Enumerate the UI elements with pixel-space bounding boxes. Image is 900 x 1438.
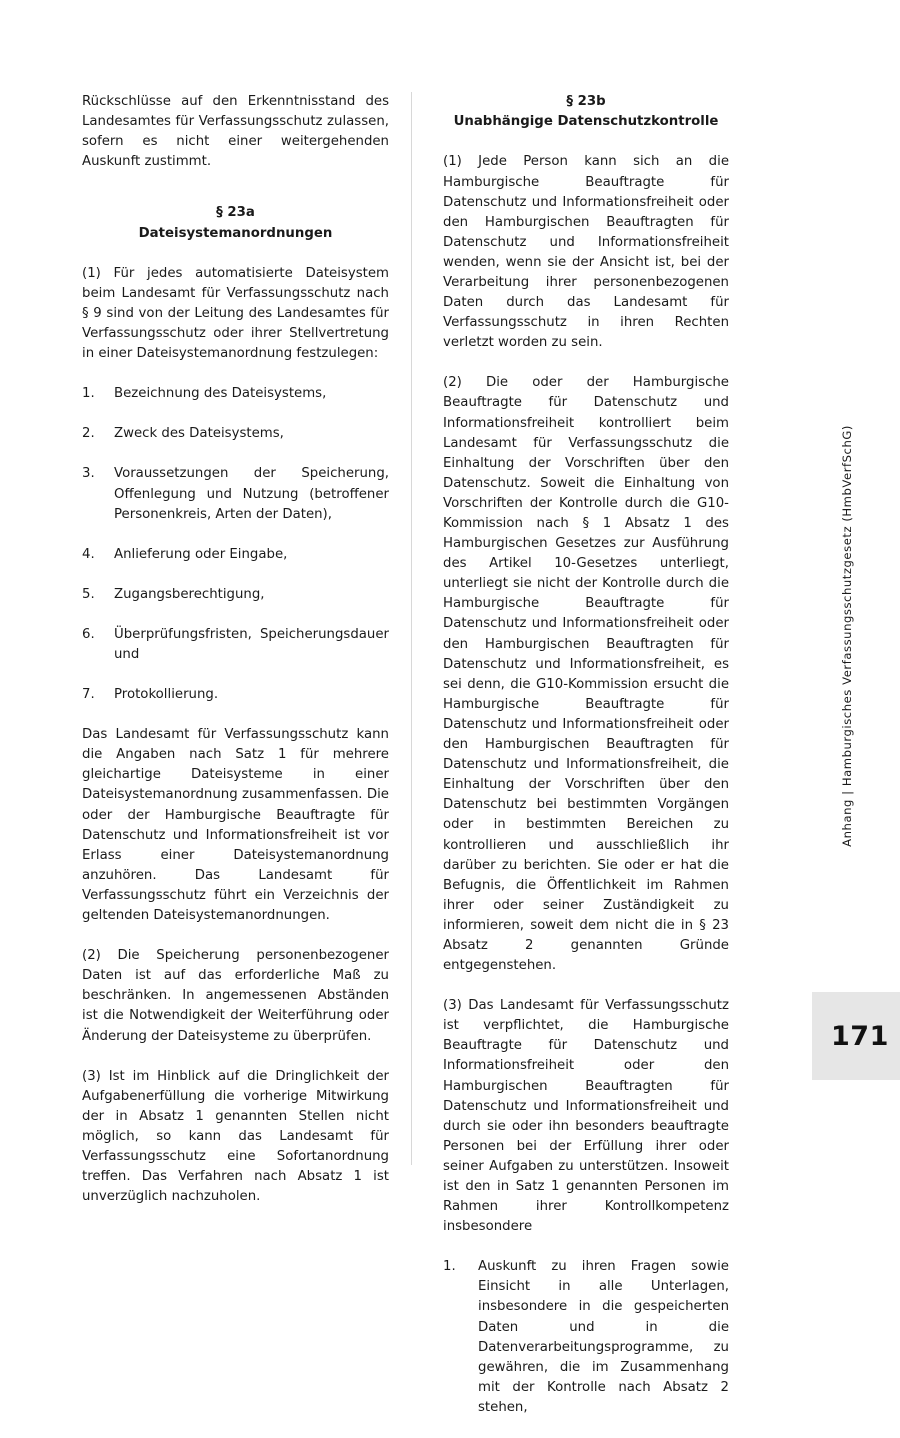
paragraph-2: (2) Die Speicherung personenbezogener Daten ist auf das erforderliche Maß zu beschränken. In angemessenen Abständen ist die Notwendigkeit der Weiterführung oder Änderung der Dateisysteme zu überprüfen. bbox=[82, 948, 389, 1044]
section-heading-23a bbox=[82, 203, 389, 243]
section-heading-23b bbox=[443, 92, 729, 132]
list-item-text: Überprüfungsfristen, Speicherungsdauer und bbox=[114, 626, 389, 662]
list-item-marker: 3. bbox=[82, 466, 95, 482]
list-item bbox=[82, 585, 389, 605]
list-item bbox=[82, 464, 389, 524]
section-title: Dateisystemanordnungen bbox=[138, 225, 333, 241]
enumeration-list-23a bbox=[82, 384, 389, 705]
list-item-marker: 1. bbox=[82, 386, 95, 402]
vertical-running-head bbox=[834, 0, 860, 1272]
list-item-text: Bezeichnung des Dateisystems, bbox=[114, 386, 327, 402]
list-item-text: Voraussetzungen der Speicherung, Offenlegung und Nutzung (betroffener Personenkreis, Arten der Daten), bbox=[114, 466, 389, 522]
list-item-marker: 2. bbox=[82, 426, 95, 442]
list-item-marker: 5. bbox=[82, 586, 95, 602]
list-item-text: Zugangsberechtigung, bbox=[114, 586, 265, 602]
running-head-text: Anhang | Hamburgisches Verfassungsschutzgesetz (HmbVerfSchG) bbox=[840, 425, 854, 847]
right-text-column bbox=[443, 92, 729, 1438]
list-item-marker: 1. bbox=[443, 1259, 456, 1275]
paragraph-2: (2) Die oder der Hamburgische Beauftragte für Datenschutz und Informationsfreiheit kontrolliert beim Landesamt für Verfassungsschutz die Einhaltung der Vorschriften über den Datenschutz. Soweit die Einhaltung von Vorschriften der Kontrolle durch die G10-Kommission nach § 1 Absatz 1 des Hamburgischen Gesetzes zur Ausführung des Artikel 10-Gesetzes unterliegt, unterliegt sie nicht der Kontrolle durch die Hamburgische Beauftragte für Datenschutz und Informationsfreiheit oder den Hamburgischen Beauftragten für Datenschutz und Informationsfreiheit, es sei denn, die G10-Kommission ersucht die Hamburgische Beauftragte für Datenschutz und Informationsfreiheit oder den Hamburgischen Beauftragten für Datenschutz und Informationsfreiheit, die Einhaltung der Vorschriften über den Datenschutz bei bestimmten Vorgängen oder in bestimmten Bereichen zu kontrollieren und ausschließlich ihr darüber zu berichten. Sie oder er hat die Befugnis, die Öffentlichkeit im Rahmen ihrer oder seiner Zuständigkeit zu informieren, soweit dem nicht die in § 23 Absatz 2 genannten Gründe entgegenstehen. bbox=[443, 375, 729, 974]
paragraph-after-list: Das Landesamt für Verfassungsschutz kann die Angaben nach Satz 1 für mehrere gleichartige Dateisysteme in einer Dateisystemanordnung zusammenfassen. Die oder der Hamburgische Beauftragte für Datenschutz und Informationsfreiheit ist vor Erlass einer Dateisystemanordnung anzuhören. Das Landesamt für Verfassungsschutz führt ein Verzeichnis der geltenden Dateisystemanordnungen. bbox=[82, 727, 389, 924]
paragraph-1: (1) Für jedes automatisierte Dateisystem beim Landesamt für Verfassungsschutz nach § 9 sind von der Leitung des Landesamtes für Verfassungsschutz oder ihrer Stellvertretung in einer Dateisystemanordnung festzulegen: bbox=[82, 265, 389, 362]
paragraph-1: (1) Jede Person kann sich an die Hamburgische Beauftragte für Datenschutz und Informationsfreiheit oder den Hamburgischen Beauftragten für Datenschutz und Informationsfreiheit wenden, wenn sie der Ansicht ist, bei der Verarbeitung ihrer personenbezogenen Daten durch das Landesamt für Verfassungsschutz in ihren Rechten verletzt worden zu sein. bbox=[443, 154, 729, 351]
list-item-text: Zweck des Dateisystems, bbox=[114, 426, 284, 442]
section-title: Unabhängige Datenschutzkontrolle bbox=[453, 114, 719, 130]
list-item bbox=[82, 424, 389, 444]
list-item bbox=[82, 384, 389, 404]
enumeration-list-23b bbox=[443, 1257, 729, 1418]
section-number: § 23b bbox=[566, 94, 606, 109]
paragraph-3: (3) Das Landesamt für Verfassungsschutz ist verpflichtet, die Hamburgische Beauftragte für Datenschutz und Informationsfreiheit oder den Hamburgischen Beauftragten für Datenschutz und Informationsfreiheit und durch sie oder ihn besonders beauftragte Personen bei der Erfüllung ihrer oder seiner Aufgaben zu unterstützen. Insoweit ist den in Satz 1 genannten Personen im Rahmen ihrer Kontrollkompetenz insbesondere bbox=[443, 998, 729, 1235]
list-item-marker: 7. bbox=[82, 687, 95, 703]
section-number: § 23a bbox=[216, 205, 255, 221]
column-divider bbox=[411, 92, 412, 1165]
list-item bbox=[82, 625, 389, 665]
page-number-tab bbox=[812, 992, 900, 1080]
page-number: 171 bbox=[831, 1020, 889, 1052]
continued-paragraph: Rückschlüsse auf den Erkenntnisstand des Landesamtes für Verfassungsschutz zulassen, sofern es nicht einer weitergehenden Auskunft zustimmt. bbox=[82, 94, 389, 170]
list-item-marker: 4. bbox=[82, 546, 95, 562]
list-item bbox=[82, 545, 389, 565]
list-item-text: Protokollierung. bbox=[114, 687, 219, 703]
list-item-text: Auskunft zu ihren Fragen sowie Einsicht in alle Unterlagen, insbesondere in die gespeicherten Daten und in die Datenverarbeitungsprogramme, zu gewähren, die im Zusammenhang mit der Kontrolle nach Absatz 2 stehen, bbox=[478, 1259, 729, 1415]
left-text-column bbox=[82, 92, 389, 1227]
list-item bbox=[443, 1257, 729, 1418]
list-item bbox=[82, 685, 389, 705]
paragraph-3: (3) Ist im Hinblick auf die Dringlichkeit der Aufgabenerfüllung die vorherige Mitwirkung der in Absatz 1 genannten Stellen nicht möglich, so kann das Landesamt für Verfassungsschutz eine Sofortanordnung treffen. Das Verfahren nach Absatz 1 ist unverzüglich nachzuholen. bbox=[82, 1068, 389, 1205]
list-item-marker: 6. bbox=[82, 626, 95, 642]
list-item-text: Anlieferung oder Eingabe, bbox=[114, 546, 288, 562]
